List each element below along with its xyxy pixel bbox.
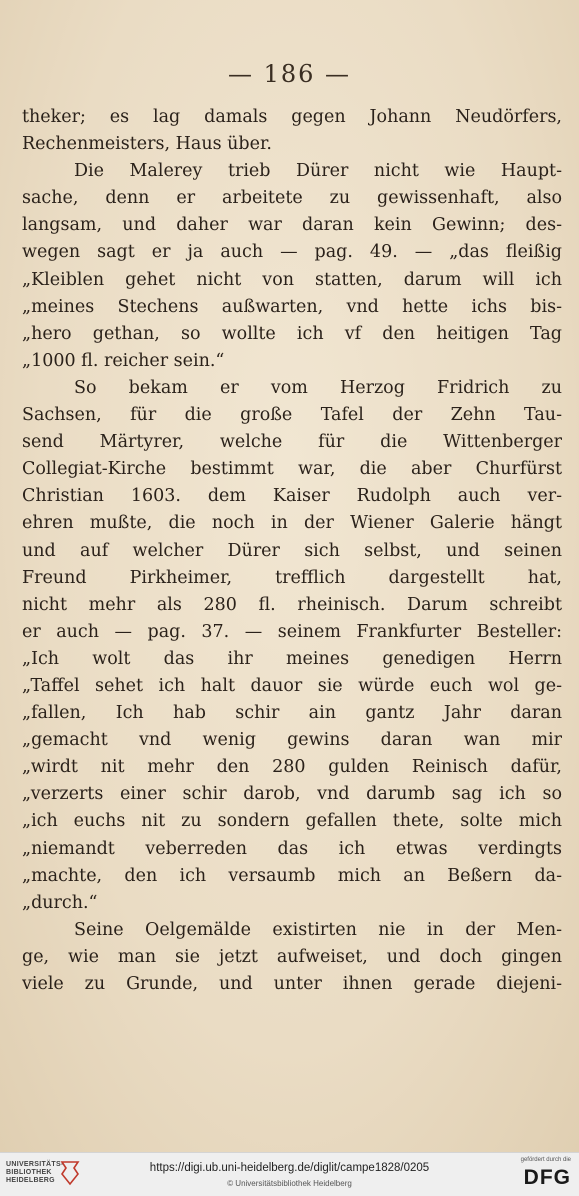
page-number: — 186 —	[227, 60, 352, 88]
text-line: So bekam er vom Herzog Fridrich zu	[74, 377, 562, 398]
text-line: „gemacht vnd wenig gewins daran wan mir	[22, 730, 562, 751]
text-line: ehren mußte, die noch in der Wiener Galerie hängt	[22, 513, 562, 534]
text-line: nicht mehr als 280 fl. rheinisch. Darum schreibt	[22, 594, 562, 615]
text-line: wegen sagt er ja auch — pag. 49. — „das fleißig	[22, 242, 562, 263]
text-line: „niemandt veberreden das ich etwas verdingts	[22, 838, 562, 859]
text-line: sache, denn er arbeitete zu gewissenhaft, also	[22, 188, 562, 209]
text-line: „meines Stechens außwarten, vnd hette ichs bis-	[22, 296, 562, 317]
text-line: er auch — pag. 37. — seinem Frankfurter Besteller:	[22, 621, 562, 642]
copyright-text: © Universitätsbibliothek Heidelberg	[227, 1179, 352, 1188]
text-line: „Kleiblen gehet nicht von statten, darum will ich	[22, 269, 562, 290]
text-line: langsam, und daher war daran kein Gewinn; des-	[22, 215, 562, 236]
library-name-line: BIBLIOTHEK	[6, 1169, 52, 1176]
text-line: ge, wie man sie jetzt aufweiset, und doch gingen	[22, 946, 562, 967]
permalink-url[interactable]: https://digi.ub.uni-heidelberg.de/diglit/campe1828/0205	[149, 1162, 430, 1174]
text-line: „1000 fl. reicher sein.“	[22, 350, 225, 371]
library-name-line: UNIVERSITÄTS-	[6, 1161, 64, 1168]
text-line: Rechenmeisters, Haus über.	[22, 134, 272, 155]
text-line: und auf welcher Dürer sich selbst, und seinen	[22, 540, 562, 561]
text-line: Die Malerey trieb Dürer nicht wie Haupt-	[74, 161, 562, 182]
library-name-line: HEIDELBERG	[6, 1177, 55, 1184]
text-line: Collegiat-Kirche bestimmt war, die aber Churfürst	[22, 459, 562, 480]
viewer-footer	[0, 1152, 579, 1196]
text-line: „wirdt nit mehr den 280 gulden Reinisch dafür,	[22, 757, 562, 778]
text-line: Sachsen, für die große Tafel der Zehn Tau-	[22, 405, 562, 426]
dfg-logo[interactable]: DFG	[523, 1166, 571, 1189]
text-line: Seine Oelgemälde existirten nie in der Men-	[74, 919, 562, 940]
text-line: Freund Pirkheimer, trefflich dargestellt hat,	[22, 567, 562, 588]
funding-note: gefördert durch die	[520, 1157, 571, 1163]
text-line: „ich euchs nit zu sondern gefallen thete, solte mich	[22, 811, 562, 832]
text-line: send Märtyrer, welche für die Wittenberger	[22, 432, 562, 453]
text-line: „verzerts einer schir darob, vnd darumb sag ich so	[22, 784, 562, 805]
text-line: theker; es lag damals gegen Johann Neudörfers,	[22, 107, 562, 127]
text-line: „durch.“	[22, 892, 98, 913]
text-line: „hero gethan, so wollte ich vf den heitigen Tag	[22, 323, 562, 344]
text-line: „Taffel sehet ich halt dauor sie würde euch wol ge-	[22, 675, 562, 696]
text-line: „machte, den ich versaumb mich an Beßern da-	[22, 865, 562, 886]
page-text	[22, 104, 562, 998]
text-line: Christian 1603. dem Kaiser Rudolph auch ver-	[22, 486, 562, 507]
text-line: „fallen, Ich hab schir ain gantz Jahr daran	[22, 703, 562, 724]
text-line: viele zu Grunde, und unter ihnen gerade diejeni-	[22, 974, 562, 994]
text-line: „Ich wolt das ihr meines genedigen Herrn	[22, 648, 562, 669]
